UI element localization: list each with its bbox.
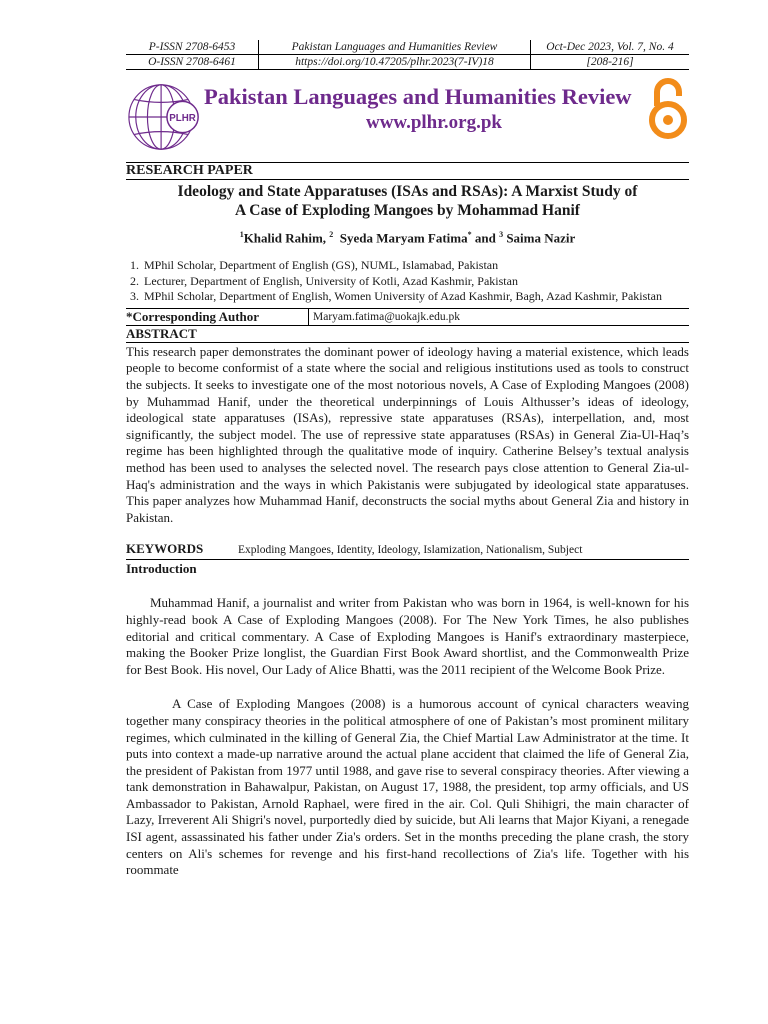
author-1-name: Khalid Rahim, [243, 230, 327, 246]
keywords-list: Exploding Mangoes, Identity, Ideology, Islamization, Nationalism, Subject [238, 544, 583, 557]
intro-paragraph-2: A Case of Exploding Mangoes (2008) is a humorous account of cynical characters weaving together many conspiracy theories in the political atmosphere of one of Pakistan’s most prominent military regimes, which culminated in the killing of General Zia, the Chief Martial Law Administrator at the time. It puts into context a made-up narrative around the actual plane accident that claimed the life of General Zia, the president of Pakistan from 1977 until 1988, and gave rise to several conspiracy theories. After viewing a tank demonstration in Bahawalpur, Pakistan, on August 17, 1988, the president, top army officials, and US Ambassador to Pakistan, Arnold Raphael, were fired in the air. Col. Quli Shihigri, the main character of Lazy, Irreverent Ali Shigri's novel, purportedly died by suicide, but Ali learns that Major Kiyani, a renegade ISI agent, assassinated his father under Zia's orders. Set in the months preceding the plane crash, the story centers on Ali's schemes for revenge and his first-hand recollections of Zia's life. Together with his roommate [126, 696, 689, 878]
doi-link[interactable]: https://doi.org/10.47205/plhr.2023(7-IV)18 [259, 55, 531, 70]
type-divider [126, 179, 689, 180]
author-2-name: Syeda Maryam Fatima [339, 230, 468, 246]
corresponding-mark: * [467, 230, 472, 239]
open-access-icon [647, 76, 691, 142]
affiliations-list [126, 258, 689, 305]
corresponding-author-table [126, 308, 689, 326]
author-conjunction: and [471, 230, 500, 246]
article-title-line-1: Ideology and State Apparatuses (ISAs and RSAs): A Marxist Study of [177, 183, 638, 200]
article-title [126, 182, 689, 220]
introduction-heading: Introduction [126, 561, 197, 577]
intro-paragraph-1: Muhammad Hanif, a journalist and writer from Pakistan who was born in 1964, is well-known for his highly-read book A Case of Exploding Mangoes (2008). For The New York Times, he also publishes editorial and critical commentary. A Case of Exploding Mangoes is Hanif's extraordinary masterpiece, making the Booker Prize longlist, the Guardian First Book Award shortlist, and the Commonwealth Prize for Best Book. His novel, Our Lady of Alice Bhatti, was the 2011 recipient of the Welcome Book Prize. [126, 595, 689, 677]
affiliation-item: 1. MPhil Scholar, Department of English (GS), NUML, Islamabad, Pakistan [142, 258, 689, 274]
article-type-label: RESEARCH PAPER [126, 163, 253, 178]
page-range: [208-216] [531, 55, 690, 70]
issue-info: Oct-Dec 2023, Vol. 7, No. 4 [531, 40, 690, 55]
plhr-globe-logo-icon [126, 78, 204, 156]
author-3-number: 3 [499, 230, 504, 239]
journal-url[interactable]: www.plhr.org.pk [365, 112, 503, 133]
author-1-number: 1 [239, 230, 244, 239]
affiliation-item: 2. Lecturer, Department of English, University of Kotli, Azad Kashmir, Pakistan [142, 274, 689, 290]
journal-banner [126, 76, 689, 162]
keywords-label: KEYWORDS [126, 541, 204, 557]
journal-name: Pakistan Languages and Humanities Review [204, 84, 632, 109]
author-list [126, 230, 689, 246]
author-3-name: Saima Nazir [503, 230, 576, 246]
logo-text: PLHR [169, 112, 196, 124]
print-issn: P-ISSN 2708-6453 [126, 40, 259, 55]
journal-short-title: Pakistan Languages and Humanities Review [259, 40, 531, 55]
corresponding-author-label: *Corresponding Author [126, 308, 309, 325]
author-2-number: 2 [329, 230, 334, 239]
abstract-text: This research paper demonstrates the dominant power of ideology having a material existence, which leads people to become conformist of a state where the social and religious institutions used as tools to construct the subjects. It seeks to investigate one of the most notorious novels, A Case of Exploding Mangoes (2008) by Muhammad Hanif, under the theoretical underpinnings of Louis Althusser’s ideas of ideology, ideological state apparatuses (ISAs), repressive state apparatuses (RSAs), interpellation, and, most significantly, the subject model. The use of repressive state apparatuses (RSAs) in General Zia-Ul-Haq’s regime has been highlighted through the qualitative mode of inquiry. Catherine Belsey’s textual analysis method has been used to analyses the selected novel. The research pays close attention to General Zia-ul-Haq's administration and the ways in which Pakistanis were subjugated by ideological state apparatuses. This paper analyzes how Muhammad Hanif, deconstructs the social myths about General Zia and history in Pakistan. [126, 343, 689, 525]
journal-meta-table [126, 40, 689, 70]
article-title-line-2: A Case of Exploding Mangoes by Mohammad Hanif [235, 202, 580, 219]
keywords-row [126, 540, 689, 560]
online-issn: O-ISSN 2708-6461 [126, 55, 259, 70]
affiliation-item: 3. MPhil Scholar, Department of English, Women University of Azad Kashmir, Bagh, Azad Kashmir, Pakistan [142, 289, 689, 305]
article-page [126, 40, 689, 879]
corresponding-email[interactable]: Maryam.fatima@uokajk.edu.pk [309, 308, 690, 325]
abstract-heading: ABSTRACT [126, 326, 689, 343]
